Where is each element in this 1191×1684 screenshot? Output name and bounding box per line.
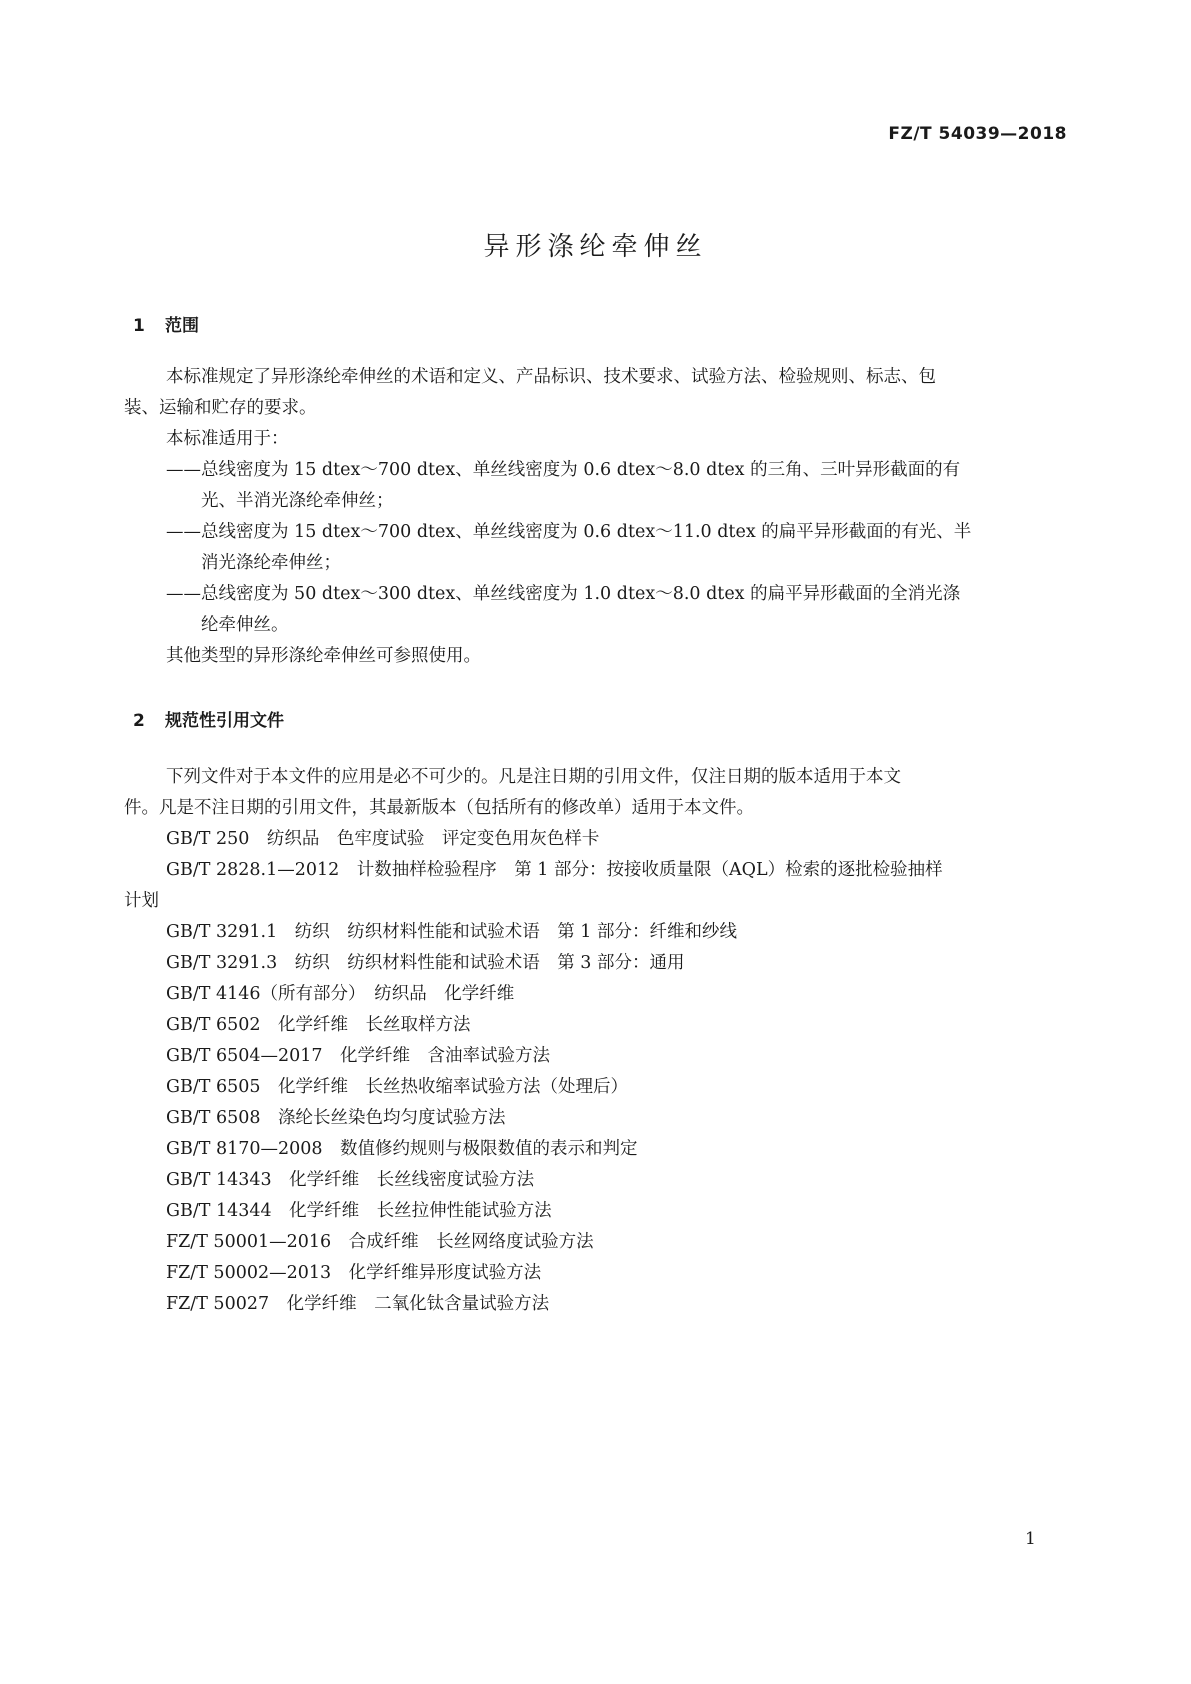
list-item: ——总线密度为 50 dtex～300 dtex、单丝线密度为 1.0 dtex～8.0 dtex 的扁平异形截面的全消光涤: [166, 584, 961, 604]
reference-item: GB/T 14343 化学纤维 长丝线密度试验方法: [166, 1170, 535, 1190]
reference-item: GB/T 6505 化学纤维 长丝热收缩率试验方法（处理后）: [166, 1077, 629, 1097]
list-item-continuation: 纶牵伸丝。: [201, 615, 289, 635]
section-heading-scope: [133, 311, 199, 336]
paragraph-line: 本标准规定了异形涤纶牵伸丝的术语和定义、产品标识、技术要求、试验方法、检验规则、标志、包: [166, 367, 936, 387]
paragraph-line: 本标准适用于：: [166, 429, 289, 449]
paragraph-line: 装、运输和贮存的要求。: [124, 398, 317, 418]
section-title: 范围: [165, 316, 199, 336]
reference-item: GB/T 6504—2017 化学纤维 含油率试验方法: [166, 1046, 551, 1066]
list-item: ——总线密度为 15 dtex～700 dtex、单丝线密度为 0.6 dtex～11.0 dtex 的扁平异形截面的有光、半: [166, 522, 972, 542]
reference-item: GB/T 250 纺织品 色牢度试验 评定变色用灰色样卡: [166, 829, 600, 849]
page-number: 1: [1025, 1529, 1036, 1549]
reference-item: FZ/T 50001—2016 合成纤维 长丝网络度试验方法: [166, 1232, 594, 1252]
section-title: 规范性引用文件: [165, 711, 284, 731]
section-heading-normative-references: [133, 706, 284, 731]
paragraph-line: 下列文件对于本文件的应用是必不可少的。凡是注日期的引用文件，仅注日期的版本适用于本文: [166, 767, 901, 787]
document-title: 异形涤纶牵伸丝: [483, 232, 708, 262]
list-item-continuation: 消光涤纶牵伸丝；: [201, 553, 341, 573]
list-item: ——总线密度为 15 dtex～700 dtex、单丝线密度为 0.6 dtex～8.0 dtex 的三角、三叶异形截面的有: [166, 460, 961, 480]
reference-item: GB/T 3291.3 纺织 纺织材料性能和试验术语 第 3 部分：通用: [166, 953, 685, 973]
reference-item: FZ/T 50002—2013 化学纤维异形度试验方法: [166, 1263, 542, 1283]
reference-item: GB/T 2828.1—2012 计数抽样检验程序 第 1 部分：按接收质量限（AQL）检索的逐批检验抽样: [166, 860, 943, 880]
paragraph-line: 件。凡是不注日期的引用文件，其最新版本（包括所有的修改单）适用于本文件。: [124, 798, 754, 818]
section-number: 1: [133, 316, 145, 336]
reference-item: FZ/T 50027 化学纤维 二氧化钛含量试验方法: [166, 1294, 550, 1314]
reference-item: GB/T 6508 涤纶长丝染色均匀度试验方法: [166, 1108, 506, 1128]
standard-number: FZ/T 54039—2018: [888, 124, 1067, 144]
section-number: 2: [133, 711, 145, 731]
reference-item: GB/T 4146（所有部分） 纺织品 化学纤维: [166, 984, 515, 1004]
reference-item: GB/T 14344 化学纤维 长丝拉伸性能试验方法: [166, 1201, 552, 1221]
reference-item: GB/T 8170—2008 数值修约规则与极限数值的表示和判定: [166, 1139, 638, 1159]
reference-item: GB/T 3291.1 纺织 纺织材料性能和试验术语 第 1 部分：纤维和纱线: [166, 922, 737, 942]
reference-item: GB/T 6502 化学纤维 长丝取样方法: [166, 1015, 471, 1035]
list-item-continuation: 光、半消光涤纶牵伸丝；: [201, 491, 394, 511]
reference-item-continuation: 计划: [124, 891, 159, 911]
paragraph-line: 其他类型的异形涤纶牵伸丝可参照使用。: [166, 646, 481, 666]
